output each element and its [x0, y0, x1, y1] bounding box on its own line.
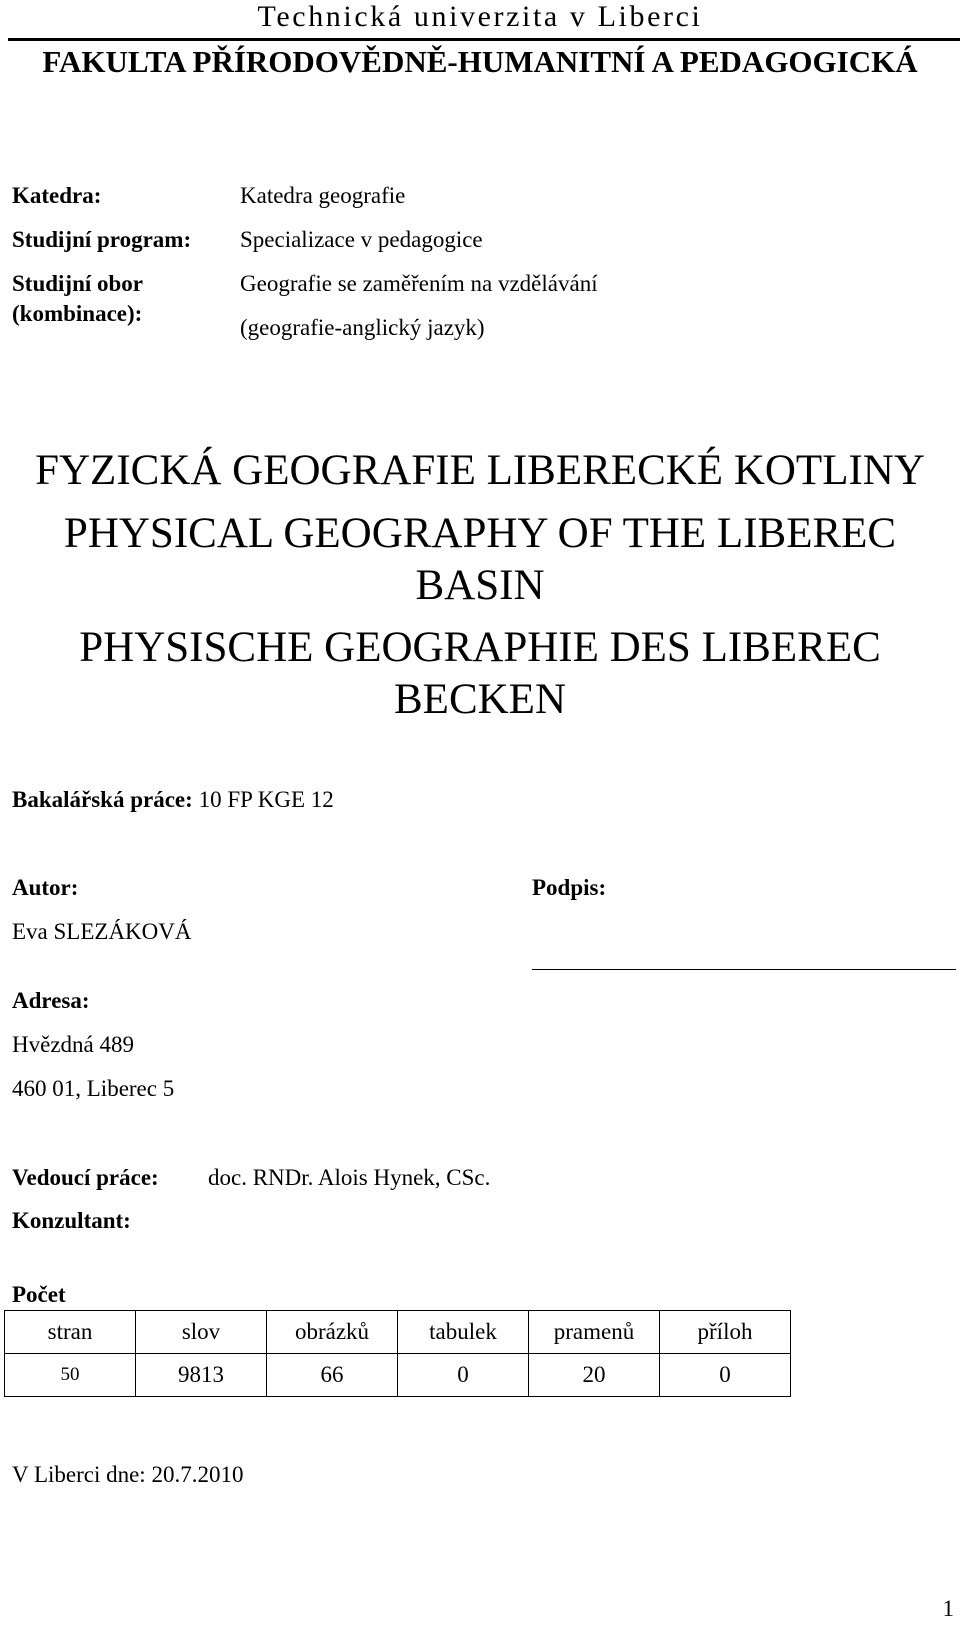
field-label-line1: Studijní obor: [12, 271, 144, 296]
supervisor-name: doc. RNDr. Alois Hynek, CSc.: [208, 1165, 491, 1190]
counts-value-row: [5, 1354, 791, 1397]
signature-line: [532, 969, 956, 970]
counts-value-cell: 66: [267, 1354, 398, 1397]
counts-value-cell: 0: [660, 1354, 791, 1397]
address-line2: 460 01, Liberec 5: [12, 1076, 175, 1101]
counts-header-cell: obrázků: [267, 1311, 398, 1354]
counts-header-cell: stran: [5, 1311, 136, 1354]
faculty-name: FAKULTA PŘÍRODOVĚDNĚ-HUMANITNÍ A PEDAGOGICKÁ: [42, 44, 918, 79]
title-english: PHYSICAL GEOGRAPHY OF THE LIBEREC BASIN: [63, 510, 897, 609]
counts-header-cell: slov: [136, 1311, 267, 1354]
author-label: Autor:: [12, 875, 79, 900]
thesis-code: 10 FP KGE 12: [198, 787, 334, 812]
department-value: Katedra geografie: [240, 183, 406, 208]
thesis-line: [12, 787, 334, 813]
counts-table: [4, 1310, 791, 1397]
field-label-line2: (kombinace):: [12, 301, 143, 326]
supervisor-label: Vedoucí práce:: [12, 1165, 159, 1190]
place-date: V Liberci dne: 20.7.2010: [12, 1462, 244, 1487]
program-label: Studijní program:: [12, 227, 192, 252]
title-czech: FYZICKÁ GEOGRAFIE LIBERECKÉ KOTLINY: [35, 447, 925, 494]
program-value: Specializace v pedagogice: [240, 227, 483, 252]
counts-header-cell: pramenů: [529, 1311, 660, 1354]
counts-value-cell: 50: [5, 1354, 136, 1397]
counts-header-cell: příloh: [660, 1311, 791, 1354]
signature-label: Podpis:: [532, 875, 607, 900]
page-number: 1: [942, 1596, 954, 1621]
consultant-label: Konzultant:: [12, 1208, 131, 1233]
counts-value-cell: 9813: [136, 1354, 267, 1397]
university-name: Technická univerzita v Liberci: [257, 0, 703, 33]
counts-header-cell: tabulek: [398, 1311, 529, 1354]
counts-value-cell: 0: [398, 1354, 529, 1397]
counts-header-row: [5, 1311, 791, 1354]
author-name: Eva SLEZÁKOVÁ: [12, 919, 192, 944]
thesis-label: Bakalářská práce:: [12, 787, 193, 812]
address-line1: Hvězdná 489: [12, 1032, 134, 1057]
title-german: PHYSISCHE GEOGRAPHIE DES LIBEREC BECKEN: [79, 624, 881, 723]
department-label: Katedra:: [12, 183, 102, 208]
field-value-line2: (geografie-anglický jazyk): [240, 315, 485, 340]
counts-value-cell: 20: [529, 1354, 660, 1397]
field-value-line1: Geografie se zaměřením na vzdělávání: [240, 271, 598, 296]
address-label: Adresa:: [12, 988, 90, 1013]
counts-label: Počet: [12, 1282, 66, 1307]
